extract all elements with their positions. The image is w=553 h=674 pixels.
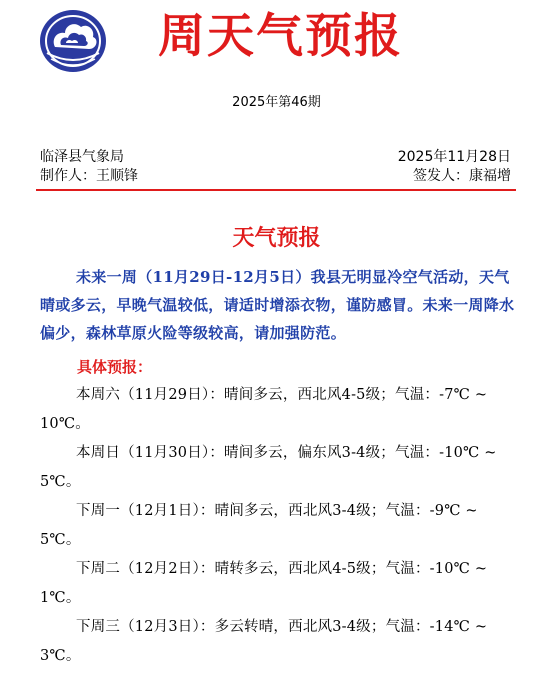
forecast-summary: 未来一周（11月29日-12月5日）我县无明显冷空气活动，天气晴或多云，早晚气温较低，请适时增添衣物，谨防感冒。未来一周降水偏少，森林草原火险等级较高，请加强防范。 <box>40 268 515 342</box>
cma-cloud-logo-icon <box>39 9 107 73</box>
issue-number: 2025年第46期 <box>232 95 321 110</box>
meta-left <box>40 148 138 186</box>
agency-name: 临泽县气象局 <box>40 149 124 165</box>
author-line: 制作人：王顺锋 <box>40 168 138 184</box>
meta-right <box>398 148 511 186</box>
forecast-day: 本周日（11月30日）：晴间多云，偏东风3-4级；气温：-10℃ ~ 5℃。 <box>40 445 497 490</box>
forecast-list <box>40 381 516 671</box>
header-divider <box>36 189 516 191</box>
detail-heading: 具体预报： <box>77 358 153 376</box>
forecast-day: 下周二（12月2日）：晴转多云，西北风4-5级；气温：-10℃ ~ 1℃。 <box>40 561 488 606</box>
forecast-day: 下周三（12月3日）：多云转晴，西北风3-4级；气温：-14℃ ~ 3℃。 <box>40 619 488 664</box>
bulletin-title: 周天气预报 <box>158 9 403 64</box>
section-title: 天气预报 <box>232 225 321 251</box>
forecast-day: 本周六（11月29日）：晴间多云，西北风4-5级；气温：-7℃ ~ 10℃。 <box>40 387 488 432</box>
issue-date: 2025年11月28日 <box>397 149 511 165</box>
forecast-day: 下周一（12月1日）：晴间多云，西北风3-4级；气温：-9℃ ~ 5℃。 <box>40 503 478 548</box>
signer-line: 签发人：康福增 <box>413 168 511 184</box>
